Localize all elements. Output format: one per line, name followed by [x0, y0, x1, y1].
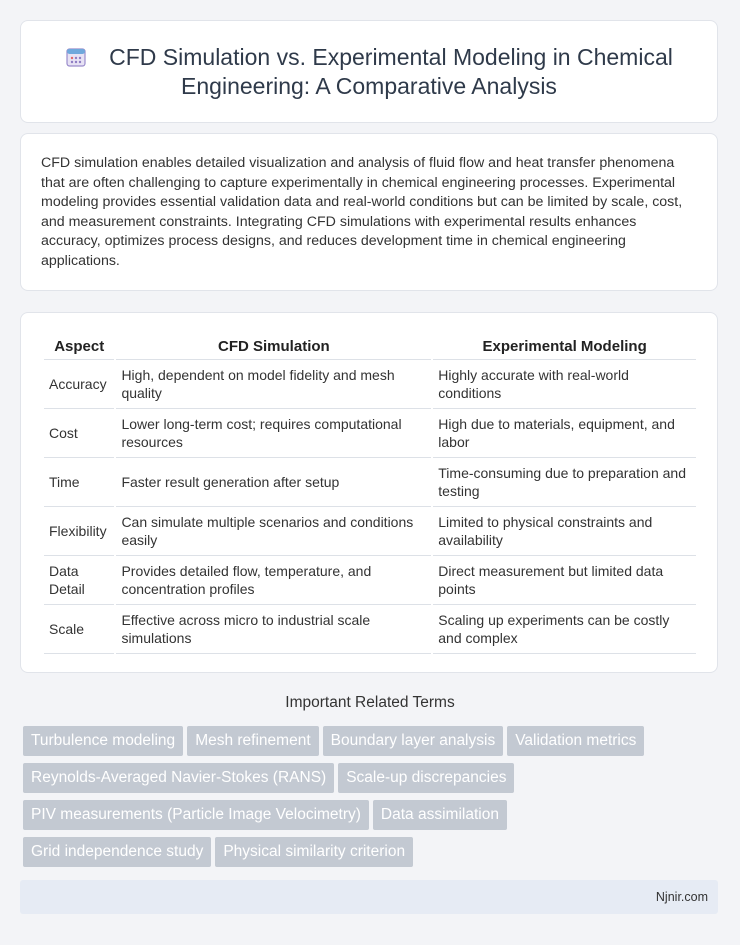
cell-cfd: Lower long-term cost; requires computational resources	[116, 409, 431, 458]
cell-experimental: Time-consuming due to preparation and testing	[433, 458, 696, 507]
cell-cfd: Faster result generation after setup	[116, 458, 431, 507]
related-terms-tags	[23, 726, 723, 874]
tag-mesh-refinement[interactable]: Mesh refinement	[187, 726, 318, 756]
cell-cfd: Effective across micro to industrial scale simulations	[116, 605, 431, 654]
cell-cfd: High, dependent on model fidelity and mesh quality	[116, 360, 431, 409]
tag-piv-measurements[interactable]: PIV measurements (Particle Image Velocimetry)	[23, 800, 369, 830]
cell-experimental: Direct measurement but limited data points	[433, 556, 696, 605]
cell-experimental: Limited to physical constraints and availability	[433, 507, 696, 556]
tag-data-assimilation[interactable]: Data assimilation	[373, 800, 507, 830]
header-cfd: CFD Simulation	[116, 333, 431, 360]
cell-aspect: Scale	[44, 605, 114, 654]
table-row	[44, 507, 696, 556]
table-row	[44, 605, 696, 654]
tag-boundary-layer-analysis[interactable]: Boundary layer analysis	[323, 726, 504, 756]
cell-aspect: Accuracy	[44, 360, 114, 409]
cell-experimental: High due to materials, equipment, and labor	[433, 409, 696, 458]
cell-aspect: Flexibility	[44, 507, 114, 556]
title-card	[20, 20, 718, 123]
table-row	[44, 556, 696, 605]
tag-validation-metrics[interactable]: Validation metrics	[507, 726, 644, 756]
tag-row	[23, 763, 723, 800]
cell-cfd: Provides detailed flow, temperature, and concentration profiles	[116, 556, 431, 605]
related-terms-heading: Important Related Terms	[285, 694, 455, 711]
cell-aspect: Data Detail	[44, 556, 114, 605]
header-experimental: Experimental Modeling	[433, 333, 696, 360]
table-row	[44, 458, 696, 507]
cell-cfd: Can simulate multiple scenarios and conditions easily	[116, 507, 431, 556]
tag-row	[23, 837, 723, 874]
tag-scale-up-discrepancies[interactable]: Scale-up discrepancies	[338, 763, 514, 793]
header-aspect: Aspect	[44, 333, 114, 360]
intro-paragraph: CFD simulation enables detailed visualization and analysis of fluid flow and heat transfer phenomena that are often challenging to capture experimentally in chemical engineering processes. Experimental modeling provides essential validation data and real-world conditions but can be limited by scale, cost, and measurement constraints. Integrating CFD simulations with experimental results enhances accuracy, optimizes process designs, and reduces development time in chemical engineering applications.	[41, 155, 683, 269]
cell-experimental: Scaling up experiments can be costly and complex	[433, 605, 696, 654]
table-header-row	[44, 333, 696, 360]
cell-aspect: Cost	[44, 409, 114, 458]
page-title	[21, 43, 717, 101]
tag-row	[23, 726, 723, 763]
title-line-1: CFD Simulation vs. Experimental Modeling in Chemical	[109, 44, 673, 70]
cell-aspect: Time	[44, 458, 114, 507]
tag-row	[23, 800, 723, 837]
footer-site-link[interactable]: Njnir.com	[655, 890, 708, 904]
tag-physical-similarity-criterion[interactable]: Physical similarity criterion	[215, 837, 413, 867]
footer	[20, 880, 718, 914]
title-line-2: Engineering: A Comparative Analysis	[181, 73, 557, 99]
table-row	[44, 409, 696, 458]
table-row	[44, 360, 696, 409]
comparison-table	[42, 333, 698, 654]
intro-card	[20, 133, 718, 291]
calendar-icon	[65, 46, 87, 68]
comparison-card	[20, 312, 718, 673]
tag-grid-independence-study[interactable]: Grid independence study	[23, 837, 211, 867]
tag-turbulence-modeling[interactable]: Turbulence modeling	[23, 726, 183, 756]
tag-rans[interactable]: Reynolds-Averaged Navier-Stokes (RANS)	[23, 763, 334, 793]
cell-experimental: Highly accurate with real-world conditions	[433, 360, 696, 409]
